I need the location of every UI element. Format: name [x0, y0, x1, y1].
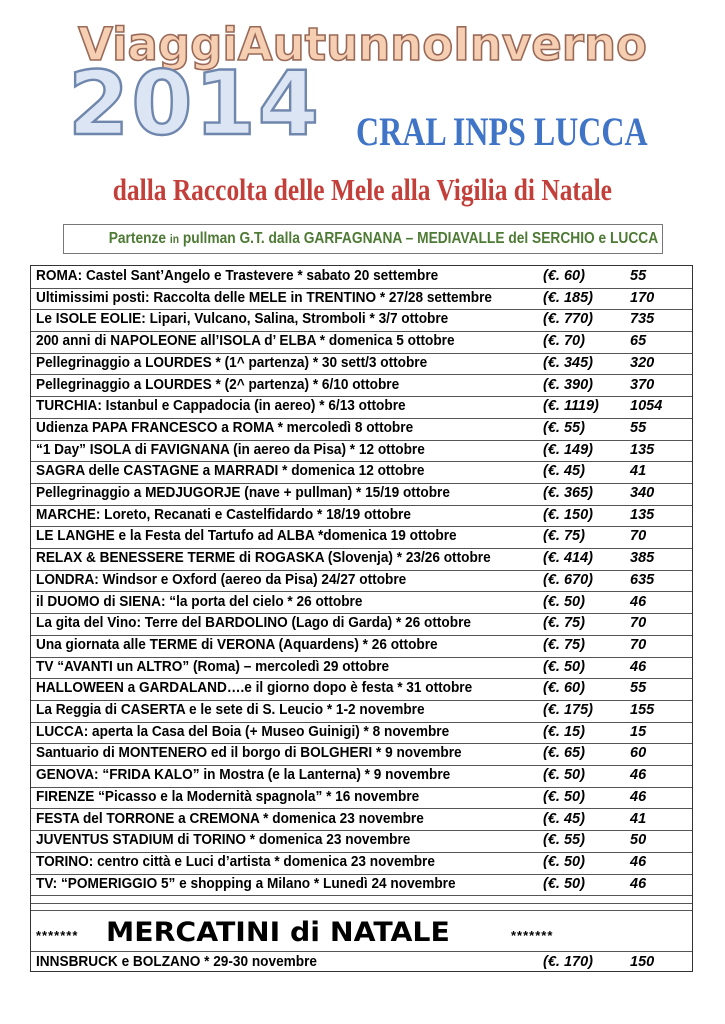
trip-member-price: 46: [630, 593, 647, 610]
trip-description: LONDRA: Windsor e Oxford (aereo da Pisa) 24/27 ottobre: [36, 571, 407, 588]
table-row: [31, 375, 692, 398]
trip-price: (€. 45): [543, 810, 585, 827]
table-spacer-row: [31, 904, 692, 911]
trip-description: Le ISOLE EOLIE: Lipari, Vulcano, Salina, Stromboli * 3/7 ottobre: [36, 311, 449, 328]
trip-member-price: 41: [630, 463, 647, 480]
table-row: [31, 288, 692, 311]
table-row: [31, 852, 692, 875]
christmas-markets-heading: [31, 911, 692, 952]
trip-description: HALLOWEEN a GARDALAND….e il giorno dopo è festa * 31 ottobre: [36, 680, 473, 697]
trip-price: (€. 170): [543, 954, 593, 970]
trip-member-price: 320: [630, 354, 655, 371]
trip-description: il DUOMO di SIENA: “la porta del cielo * 26 ottobre: [36, 593, 363, 610]
trip-description: JUVENTUS STADIUM di TORINO * domenica 23 novembre: [36, 832, 411, 849]
trip-description: LUCCA: aperta la Casa del Boia (+ Museo Guinigi) * 8 novembre: [36, 723, 450, 740]
trip-member-price: 46: [630, 767, 647, 784]
trip-price: (€. 70): [543, 333, 585, 350]
trip-description: Pellegrinaggio a LOURDES * (1^ partenza) * 30 sett/3 ottobre: [36, 354, 428, 371]
trip-description: LE LANGHE e la Festa del Tartufo ad ALBA *domenica 19 ottobre: [36, 528, 457, 545]
trip-price: (€. 185): [543, 289, 593, 306]
trip-price: (€. 175): [543, 702, 593, 718]
trip-member-price: 155: [630, 702, 655, 718]
table-row: [31, 505, 692, 528]
trip-member-price: 385: [630, 550, 655, 567]
table-row: [31, 461, 692, 484]
trip-description: GENOVA: “FRIDA KALO” in Mostra (e la Lanterna) * 9 novembre: [36, 767, 451, 784]
trip-member-price: 46: [630, 658, 647, 675]
table-row: [31, 266, 692, 289]
table-row: [31, 548, 692, 571]
trip-member-price: 41: [630, 810, 647, 827]
trip-price: (€. 55): [543, 419, 585, 436]
trip-description: SAGRA delle CASTAGNE a MARRADI * domenica 12 ottobre: [36, 463, 425, 480]
stars-left: *******: [36, 928, 79, 943]
trip-member-price: 135: [630, 441, 655, 458]
table-row: [31, 787, 692, 810]
trip-member-price: 370: [630, 376, 655, 393]
trip-description: La gita del Vino: Terre del BARDOLINO (Lago di Garda) * 26 ottobre: [36, 615, 471, 632]
trip-member-price: 55: [630, 419, 647, 436]
trip-description: TORINO: centro città e Luci d’artista * domenica 23 novembre: [36, 853, 435, 870]
trip-member-price: 46: [630, 788, 647, 805]
trip-description: ROMA: Castel Sant’Angelo e Trastevere * sabato 20 settembre: [36, 268, 439, 284]
table-row: [31, 526, 692, 549]
trip-price: (€. 365): [543, 485, 593, 501]
trip-description: FIRENZE “Picasso e la Modernità spagnola” * 16 novembre: [36, 788, 420, 805]
trip-description: Una giornata alle TERME di VERONA (Aquardens) * 26 ottobre: [36, 636, 438, 653]
trip-price: (€. 50): [543, 788, 585, 805]
trip-description: FESTA del TORRONE a CREMONA * domenica 23 novembre: [36, 810, 424, 827]
table-row: [31, 678, 692, 701]
trip-member-price: 65: [630, 333, 647, 350]
trip-price: (€. 65): [543, 745, 585, 762]
trip-member-price: 135: [630, 506, 655, 523]
organization-name: CRAL INPS LUCCA: [356, 109, 648, 154]
trip-price: (€. 15): [543, 723, 585, 740]
trip-member-price: 150: [630, 954, 655, 970]
table-spacer-row: [31, 895, 692, 904]
trip-description: La Reggia di CASERTA e le sete di S. Leucio * 1-2 novembre: [36, 702, 425, 718]
table-row: [31, 874, 692, 897]
table-row: [31, 765, 692, 788]
table-row: [31, 592, 692, 615]
table-row: [31, 353, 692, 376]
trip-price: (€. 50): [543, 875, 585, 892]
trip-member-price: 46: [630, 875, 647, 892]
trip-price: (€. 1119): [543, 398, 599, 415]
stars-right: *******: [511, 928, 554, 943]
trip-member-price: 15: [630, 723, 647, 740]
trips-table: [30, 265, 693, 972]
trip-member-price: 735: [630, 311, 655, 328]
christmas-markets-label: MERCATINI di NATALE: [106, 917, 450, 948]
trip-member-price: 55: [630, 268, 647, 284]
trip-price: (€. 770): [543, 311, 593, 328]
trip-description: INNSBRUCK e BOLZANO * 29-30 novembre: [36, 954, 317, 970]
trip-description: MARCHE: Loreto, Recanati e Castelfidardo * 18/19 ottobre: [36, 506, 411, 523]
trip-price: (€. 75): [543, 615, 585, 632]
table-row: [31, 613, 692, 636]
trip-price: (€. 149): [543, 441, 593, 458]
trip-price: (€. 50): [543, 853, 585, 870]
trip-price: (€. 670): [543, 571, 593, 588]
trip-description: Ultimissimi posti: Raccolta delle MELE in TRENTINO * 27/28 settembre: [36, 289, 492, 306]
table-row: [31, 331, 692, 354]
trip-description: RELAX & BENESSERE TERME di ROGASKA (Slovenja) * 23/26 ottobre: [36, 550, 491, 567]
brochure-title: ViaggiAutunnoInverno: [78, 18, 647, 71]
trip-member-price: 635: [630, 571, 655, 588]
trip-price: (€. 345): [543, 354, 593, 371]
trip-price: (€. 60): [543, 268, 585, 284]
trip-description: Udienza PAPA FRANCESCO a ROMA * mercoledì 8 ottobre: [36, 419, 414, 436]
departures-banner: Partenze in pullman G.T. dalla GARFAGNANA – MEDIAVALLE del SERCHIO e LUCCA: [63, 224, 663, 254]
trip-description: TV: “POMERIGGIO 5” e shopping a Milano * Lunedì 24 novembre: [36, 875, 456, 892]
trip-member-price: 70: [630, 528, 647, 545]
trip-member-price: 70: [630, 636, 647, 653]
table-row: [31, 830, 692, 853]
trip-price: (€. 414): [543, 550, 593, 567]
table-row: [31, 952, 692, 974]
trip-price: (€. 60): [543, 680, 585, 697]
trip-price: (€. 50): [543, 767, 585, 784]
trip-member-price: 70: [630, 615, 647, 632]
table-row: [31, 309, 692, 332]
trip-member-price: 55: [630, 680, 647, 697]
trip-description: TURCHIA: Istanbul e Cappadocia (in aereo) * 6/13 ottobre: [36, 398, 406, 415]
trip-member-price: 50: [630, 832, 647, 849]
brochure-year: 2014: [68, 52, 321, 155]
trip-price: (€. 390): [543, 376, 593, 393]
table-row: [31, 483, 692, 506]
table-row: [31, 570, 692, 593]
trip-price: (€. 75): [543, 528, 585, 545]
table-row: [31, 440, 692, 463]
trip-description: “1 Day” ISOLA di FAVIGNANA (in aereo da Pisa) * 12 ottobre: [36, 441, 425, 458]
trip-member-price: 1054: [630, 398, 663, 415]
trip-member-price: 46: [630, 853, 647, 870]
table-row: [31, 657, 692, 680]
trip-member-price: 340: [630, 485, 655, 501]
trip-description: Pellegrinaggio a MEDJUGORJE (nave + pullman) * 15/19 ottobre: [36, 485, 450, 501]
trip-price: (€. 75): [543, 636, 585, 653]
trip-description: Santuario di MONTENERO ed il borgo di BOLGHERI * 9 novembre: [36, 745, 462, 762]
brochure-subtitle: dalla Raccolta delle Mele alla Vigilia di Natale: [112, 172, 613, 207]
trip-price: (€. 150): [543, 506, 593, 523]
trip-price: (€. 50): [543, 658, 585, 675]
trip-price: (€. 55): [543, 832, 585, 849]
table-row: [31, 635, 692, 658]
table-row: [31, 722, 692, 745]
trip-price: (€. 45): [543, 463, 585, 480]
table-row: [31, 743, 692, 766]
trip-description: TV “AVANTI un ALTRO” (Roma) – mercoledì 29 ottobre: [36, 658, 390, 675]
trip-price: (€. 50): [543, 593, 585, 610]
table-row: [31, 396, 692, 419]
table-row: [31, 418, 692, 441]
table-row: [31, 809, 692, 832]
trip-member-price: 170: [630, 289, 655, 306]
trip-description: 200 anni di NAPOLEONE all’ISOLA d’ ELBA * domenica 5 ottobre: [36, 333, 455, 350]
trip-description: Pellegrinaggio a LOURDES * (2^ partenza) * 6/10 ottobre: [36, 376, 400, 393]
table-row: [31, 700, 692, 723]
trip-member-price: 60: [630, 745, 647, 762]
